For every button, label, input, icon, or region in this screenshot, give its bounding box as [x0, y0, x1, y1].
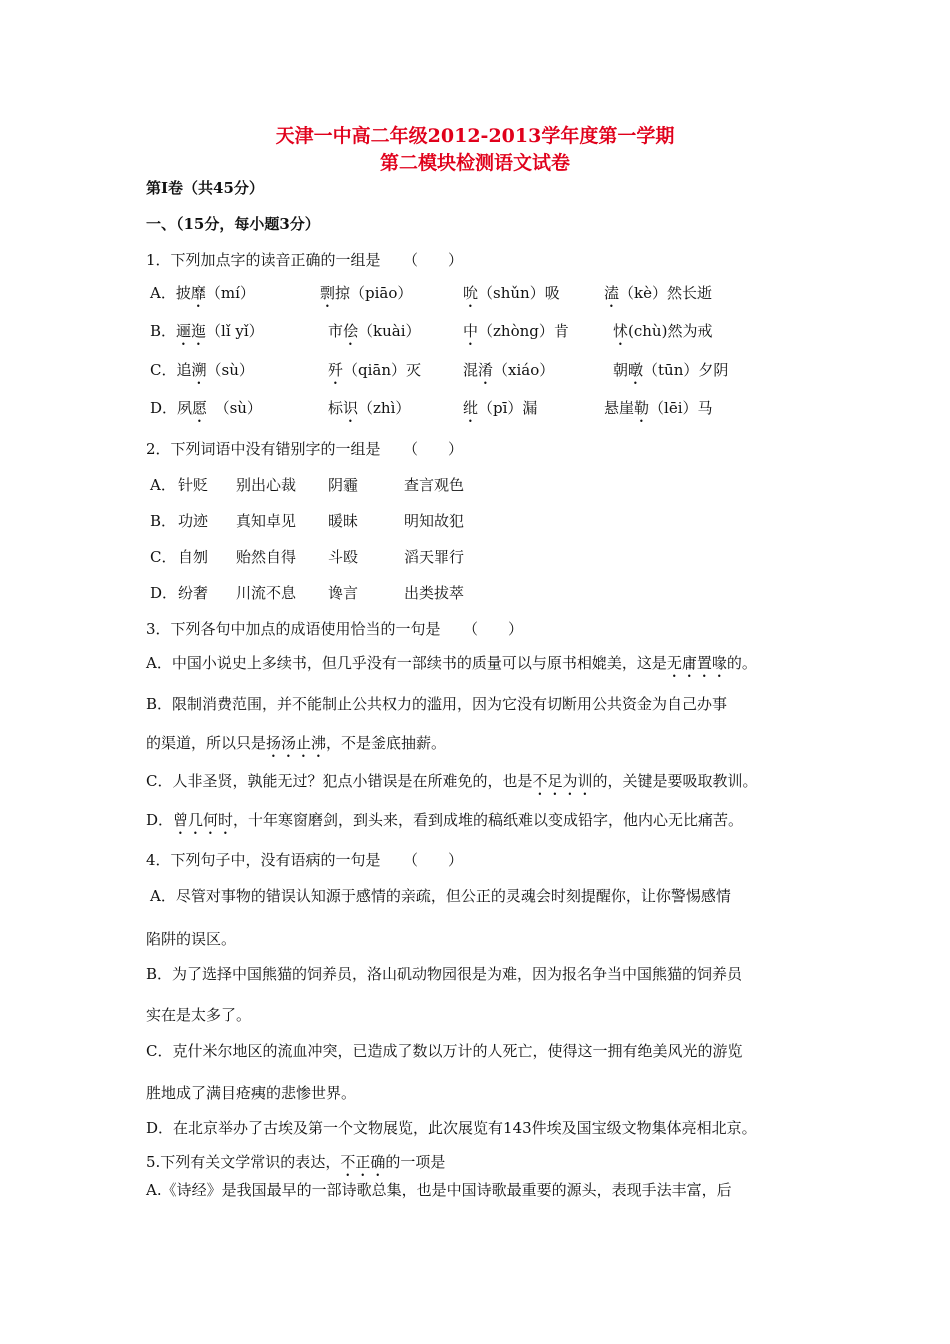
- q1-option-a-word3: 吮（shǔn）吸: [463, 284, 560, 302]
- q4-option-a-line1: A．尽管对事物的错误认知源于感情的亲疏，但公正的灵魂会时刻提醒你，让你警惕感情: [150, 887, 731, 905]
- exam-title-line1: 天津一中高二年级2012-2013学年度第一学期: [275, 125, 675, 147]
- q4-option-a-line2: 陷阱的误区。: [146, 930, 237, 948]
- option-label: D．: [150, 399, 178, 417]
- q1-option-d: D．夙愿 （sù）: [150, 399, 262, 417]
- q1-option-a-word4: 溘（kè）然长逝: [604, 284, 712, 302]
- q4-option-d-line1: D．在北京举办了古埃及第一个文物展览，此次展览有143件埃及国宝级文物集体亮相北京。: [146, 1119, 757, 1137]
- q1-option-b-word3: 中（zhòng）肯: [463, 322, 569, 340]
- q1-option-c-word2: 歼（qiān）灭: [328, 361, 422, 379]
- q2-stem: 2．下列词语中没有错别字的一组是 （ ）: [146, 440, 464, 458]
- option-label: A．: [150, 284, 176, 302]
- q1-option-c-word4: 朝暾（tūn）夕阴: [613, 361, 729, 379]
- q3-option-c: C．人非圣贤，孰能无过？犯点小错误是在所难免的，也是不足为训的，关键是要吸取教训。: [146, 772, 758, 790]
- q1-option-a: A．披靡（mí）: [150, 284, 255, 302]
- q1-option-d-word3: 纰（pī）漏: [463, 399, 538, 417]
- q4-option-b-line1: B．为了选择中国熊猫的饲养员，洛山矶动物园很是为难，因为报名争当中国熊猫的饲养员: [146, 965, 743, 983]
- q3-option-a: A．中国小说史上多续书，但几乎没有一部续书的质量可以与原书相媲美，这是无庸置喙的。: [146, 654, 757, 672]
- q3-stem: 3．下列各句中加点的成语使用恰当的一句是 （ ）: [146, 620, 524, 638]
- q1-option-b-word4: 怵(chù)然为戒: [613, 322, 713, 340]
- part-heading: 一、（15分，每小题3分）: [146, 215, 320, 233]
- q1-option-d-word4: 悬崖勒（lēi）马: [604, 399, 713, 417]
- q3-option-b-line2: 的渠道，所以只是扬汤止沸，不是釜底抽薪。: [146, 734, 447, 752]
- q1-option-b: B．逦迤（lǐ yǐ）: [150, 322, 264, 340]
- q1-stem: 1．下列加点字的读音正确的一组是 （ ）: [146, 251, 464, 269]
- q1-option-b-word2: 市侩（kuài）: [328, 322, 421, 340]
- q4-option-c-line2: 胜地成了满目疮痍的悲惨世界。: [146, 1084, 357, 1102]
- q1-option-d-word2: 标识（zhì）: [328, 399, 411, 417]
- option-label: C．: [150, 361, 177, 379]
- q1-option-c-word3: 混淆（xiáo）: [463, 361, 555, 379]
- q4-option-b-line2: 实在是太多了。: [146, 1006, 252, 1024]
- q3-option-d: D．曾几何时，十年寒窗磨剑，到头来，看到成堆的稿纸难以变成铅字，他内心无比痛苦。: [146, 811, 744, 829]
- q5-option-a-line1: A.《诗经》是我国最早的一部诗歌总集，也是中国诗歌最重要的源头，表现手法丰富，后: [146, 1181, 732, 1199]
- q1-option-c: C．追溯（sù）: [150, 361, 254, 379]
- volume-heading: 第Ⅰ卷（共45分）: [146, 179, 264, 197]
- q4-stem: 4．下列句子中，没有语病的一句是 （ ）: [146, 851, 464, 869]
- q1-option-a-word2: 剽掠（piāo）: [320, 284, 413, 302]
- option-label: B．: [150, 322, 177, 340]
- q3-option-b-line1: B．限制消费范围，并不能制止公共权力的滥用，因为它没有切断用公共资金为自己办事: [146, 695, 728, 713]
- q5-stem: 5.下列有关文学常识的表达，不正确的一项是: [146, 1153, 446, 1171]
- q4-option-c-line1: C．克什米尔地区的流血冲突，已造成了数以万计的人死亡，使得这一拥有绝美风光的游览: [146, 1042, 743, 1060]
- exam-title-line2: 第二模块检测语文试卷: [379, 152, 570, 174]
